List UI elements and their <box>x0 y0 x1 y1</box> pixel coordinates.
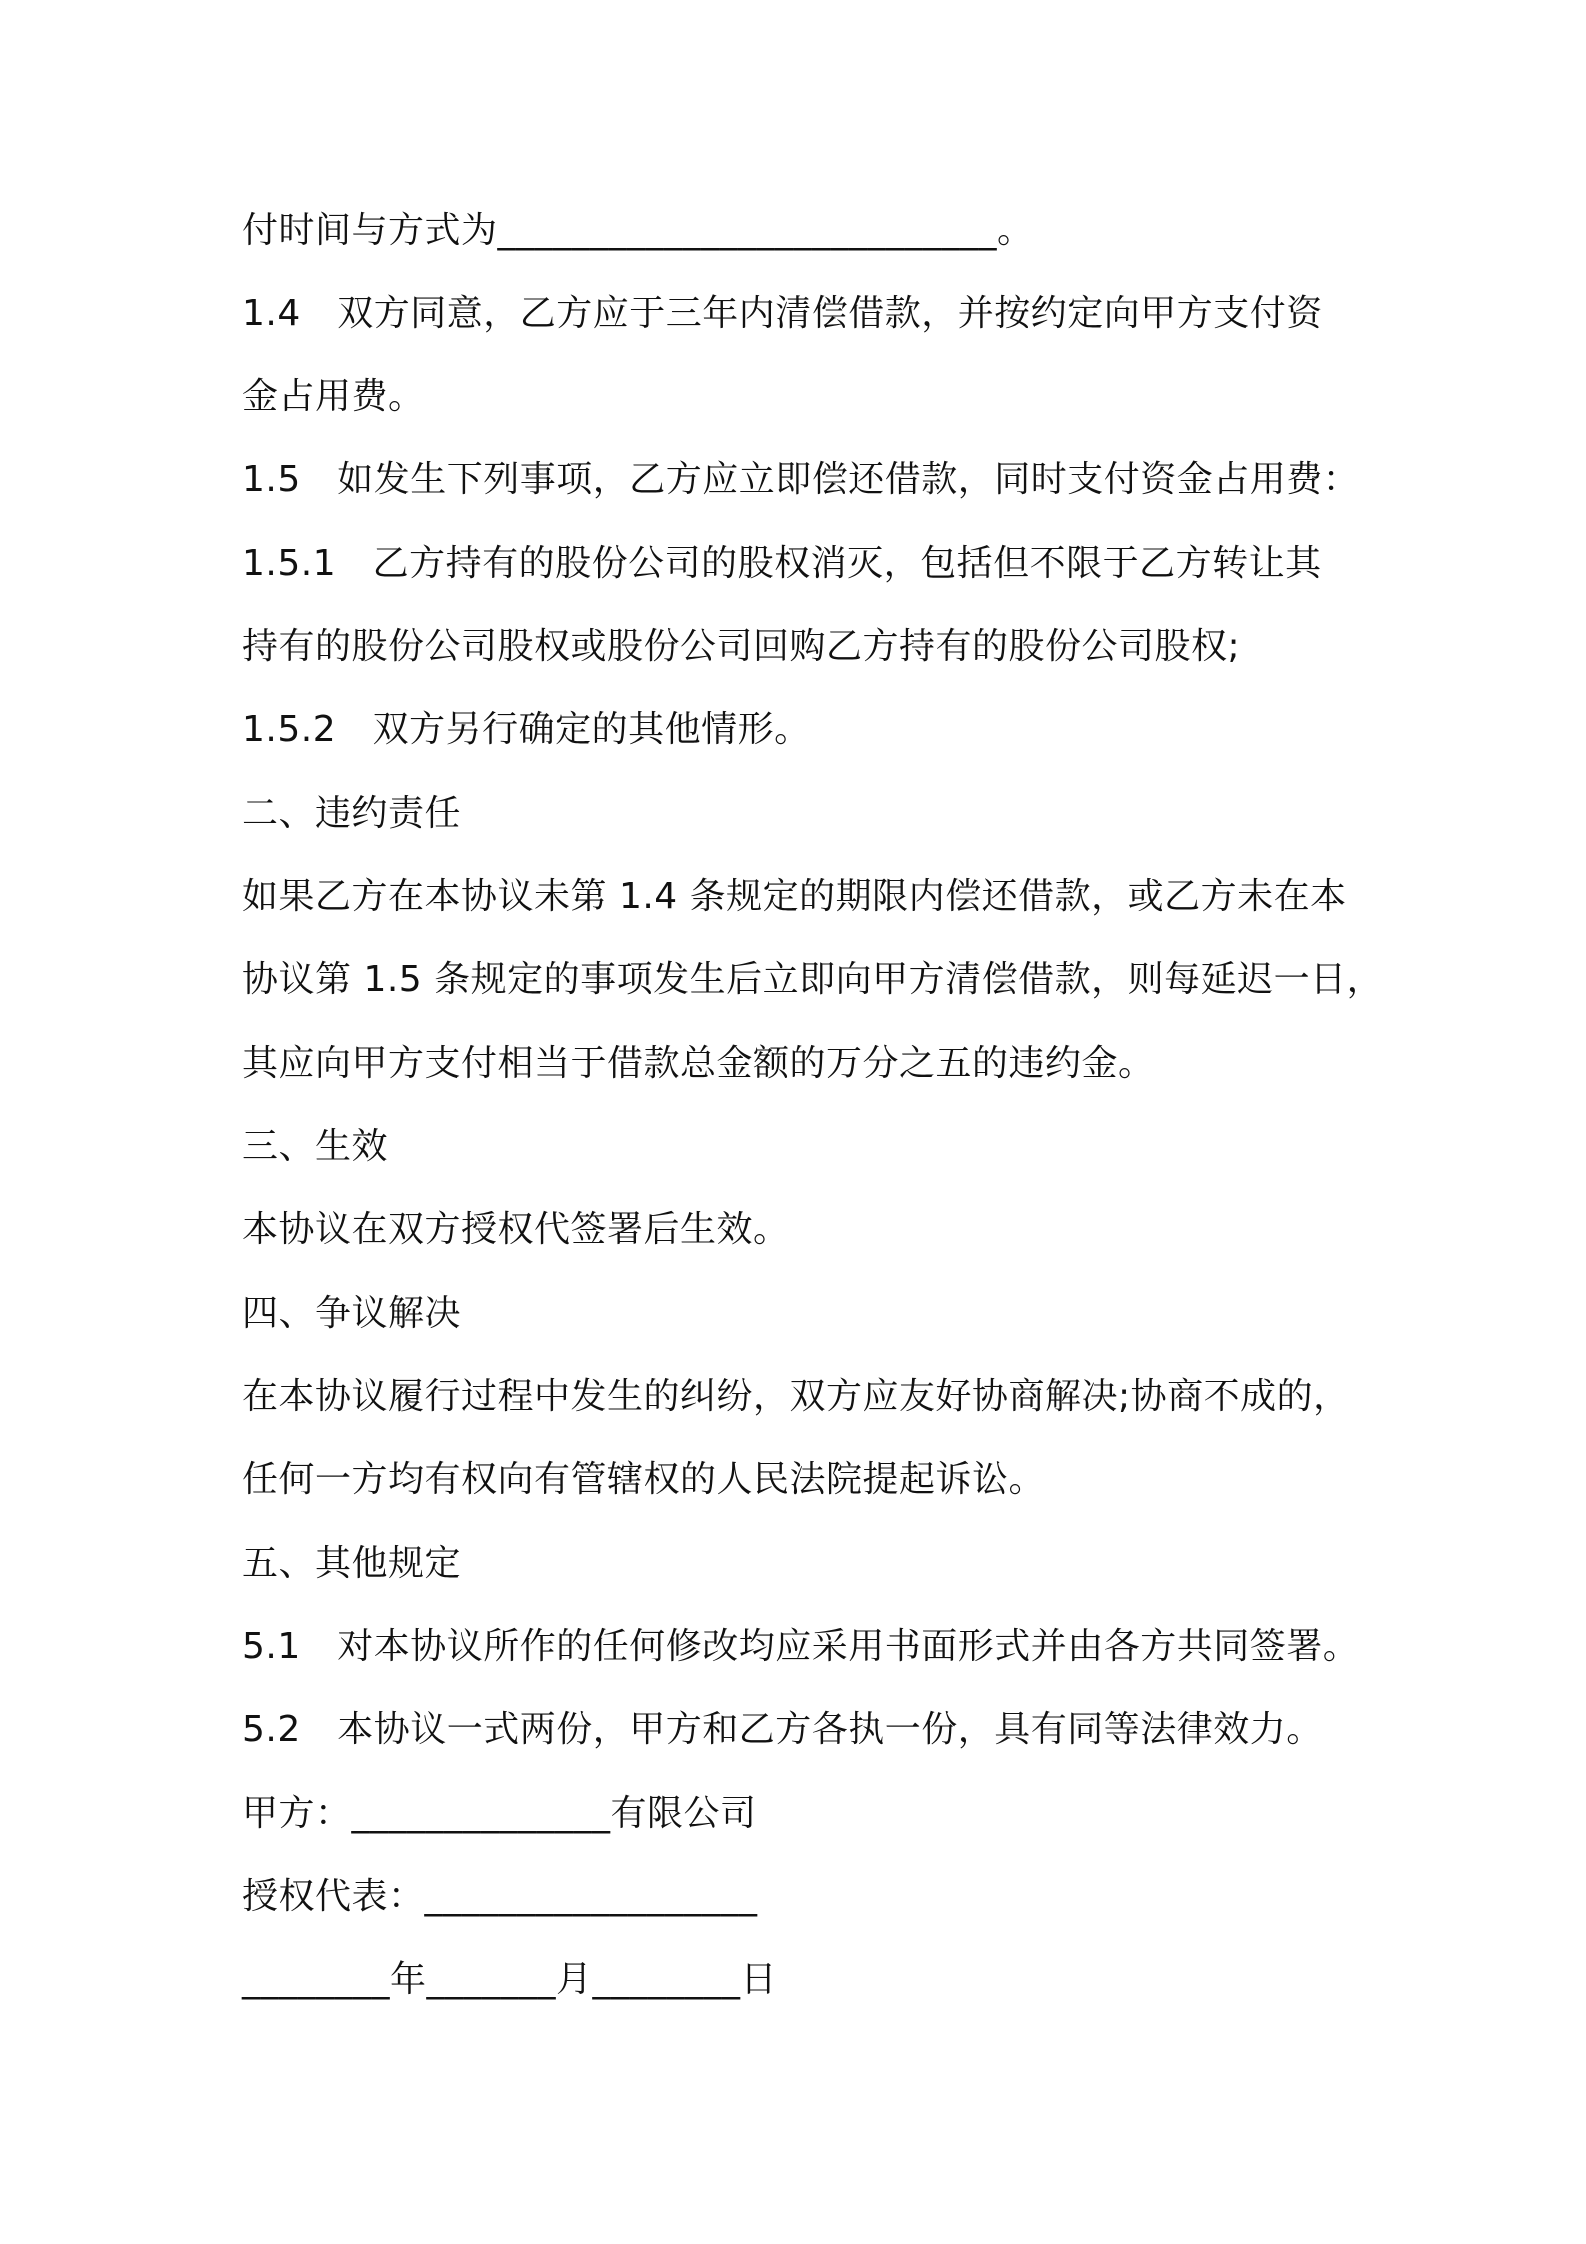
dispute-paragraph-line-1: 在本协议履行过程中发生的纠纷，双方应友好协商解决;协商不成的， <box>242 1376 1350 1417</box>
clause-1-5-1-line-2: 持有的股份公司股权或股份公司回购乙方持有的股份公司股权; <box>242 626 1241 667</box>
date-line: ________年_______月________日 <box>242 1959 777 2000</box>
section-heading-dispute: 四、争议解决 <box>242 1293 462 1334</box>
clause-1-4-line-1: 1.4 双方同意，乙方应于三年内清偿借款，并按约定向甲方支付资 <box>242 293 1323 334</box>
clause-1-4-line-2: 金占用费。 <box>242 376 425 417</box>
clause-1-5-1-line-1: 1.5.1 乙方持有的股份公司的股权消灭，包括但不限于乙方转让其 <box>242 543 1322 584</box>
liability-paragraph-line-2: 协议第 1.5 条规定的事项发生后立即向甲方清偿借款，则每延迟一日， <box>242 959 1384 1000</box>
section-heading-effect: 三、生效 <box>242 1126 389 1167</box>
party-a-signature-line: 甲方：______________有限公司 <box>242 1793 757 1834</box>
effect-paragraph: 本协议在双方授权代签署后生效。 <box>242 1209 790 1250</box>
liability-paragraph-line-3: 其应向甲方支付相当于借款总金额的万分之五的违约金。 <box>242 1043 1155 1084</box>
clause-1-5: 1.5 如发生下列事项，乙方应立即偿还借款，同时支付资金占用费： <box>242 459 1360 500</box>
section-heading-other: 五、其他规定 <box>242 1543 462 1584</box>
clause-5-1: 5.1 对本协议所作的任何修改均应采用书面形式并由各方共同签署。 <box>242 1626 1360 1667</box>
dispute-paragraph-line-2: 任何一方均有权向有管辖权的人民法院提起诉讼。 <box>242 1459 1046 1500</box>
clause-1-5-2: 1.5.2 双方另行确定的其他情形。 <box>242 709 811 750</box>
liability-paragraph-line-1: 如果乙方在本协议未第 1.4 条规定的期限内偿还借款，或乙方未在本 <box>242 876 1347 917</box>
payment-method-line: 付时间与方式为___________________________。 <box>242 210 1034 251</box>
section-heading-liability: 二、违约责任 <box>242 793 462 834</box>
authorized-representative-line: 授权代表：__________________ <box>242 1876 758 1917</box>
clause-5-2: 5.2 本协议一式两份，甲方和乙方各执一份，具有同等法律效力。 <box>242 1709 1323 1750</box>
